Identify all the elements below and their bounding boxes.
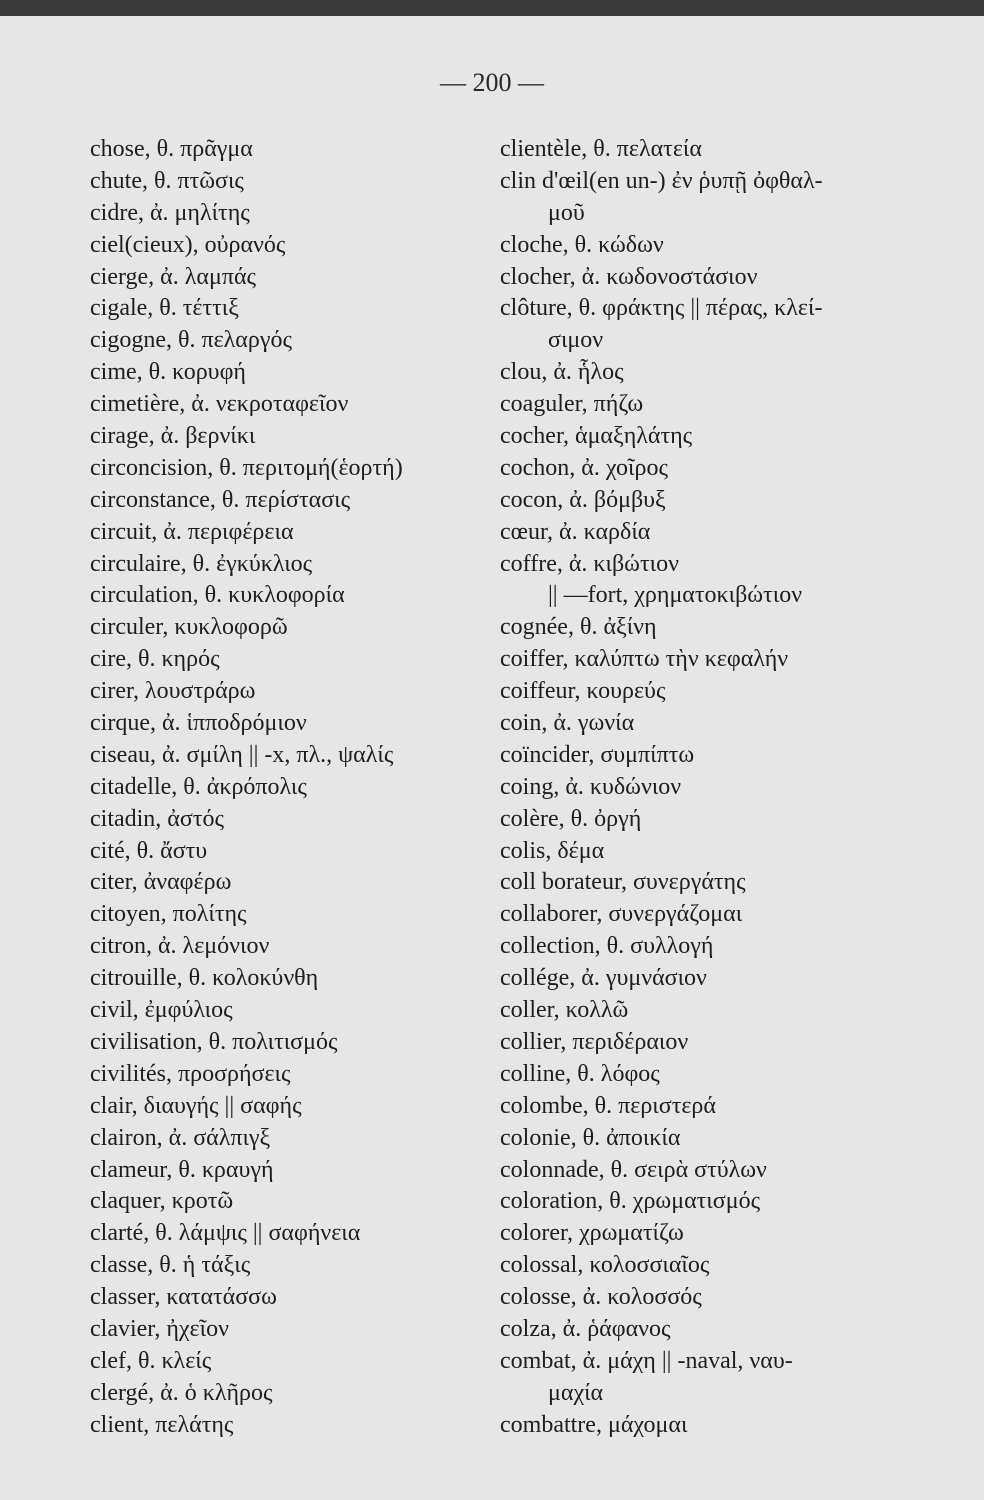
dictionary-entry: cochon, ἀ. χοῖρος xyxy=(500,454,668,481)
dictionary-entry: combattre, μάχομαι xyxy=(500,1411,688,1438)
dictionary-entry: coffre, ἀ. κιβώτιον xyxy=(500,550,679,577)
dictionary-entry: cigale, θ. τέττιξ xyxy=(90,295,239,322)
dictionary-entry: clarté, θ. λάμψις || σαφήνεια xyxy=(90,1220,361,1247)
dictionary-entry-continuation: || —fort, χρηματοκιβώτιον xyxy=(548,582,803,609)
dictionary-entry: clocher, ἀ. κωδονοστάσιον xyxy=(500,263,758,290)
dictionary-entry: clavier, ἠχεῖον xyxy=(90,1315,229,1342)
dictionary-entry: colza, ἀ. ῥάφανος xyxy=(500,1315,671,1342)
dictionary-entry: clair, διαυγής || σαφής xyxy=(90,1092,302,1119)
dictionary-entry: colère, θ. ὀργή xyxy=(500,805,642,832)
dictionary-entry: circulaire, θ. ἐγκύκλιος xyxy=(90,550,313,577)
dictionary-entry: circuler, κυκλοφορῶ xyxy=(90,614,288,641)
dictionary-entry: ciseau, ἀ. σμίλη || -x, πλ., ψαλίς xyxy=(90,741,394,768)
dictionary-entry: classe, θ. ἡ τάξις xyxy=(90,1252,251,1279)
dictionary-entry: citrouille, θ. κολοκύνθη xyxy=(90,965,319,992)
dictionary-entry: colis, δέμα xyxy=(500,837,605,864)
dictionary-entry: colline, θ. λόφος xyxy=(500,1060,660,1087)
dictionary-entry: coin, ἀ. γωνία xyxy=(500,710,635,737)
dictionary-entry: classer, κατατάσσω xyxy=(90,1284,277,1311)
dictionary-entry: coiffeur, κουρεύς xyxy=(500,678,666,705)
dictionary-entry: cirque, ἀ. ἱπποδρόμιον xyxy=(90,710,307,737)
dictionary-entry: clôture, θ. φράκτης || πέρας, κλεί- xyxy=(500,295,823,322)
dictionary-page xyxy=(0,16,984,1500)
dictionary-entry: colosse, ἀ. κολοσσός xyxy=(500,1284,702,1311)
dictionary-entry: circuit, ἀ. περιφέρεια xyxy=(90,518,294,545)
dictionary-entry: clin d'œil(en un-) ἐν ῥυπῇ ὀφθαλ- xyxy=(500,167,823,194)
dictionary-entry: clientèle, θ. πελατεία xyxy=(500,136,702,162)
dictionary-entry: coiffer, καλύπτω τὴν κεφαλήν xyxy=(500,646,789,673)
dictionary-entry-continuation: σιμον xyxy=(548,327,604,354)
dictionary-entry-continuation: μοῦ xyxy=(548,199,585,226)
dictionary-entry: chose, θ. πρᾶγμα xyxy=(90,136,253,162)
dictionary-entry: cierge, ἀ. λαμπάς xyxy=(90,263,257,290)
dictionary-entry: coïncider, συμπίπτω xyxy=(500,741,695,768)
dictionary-entry: cire, θ. κηρός xyxy=(90,646,220,673)
dictionary-entry: cocon, ἀ. βόμβυξ xyxy=(500,486,666,513)
dictionary-entry: chute, θ. πτῶσις xyxy=(90,167,244,194)
dictionary-entry: clou, ἀ. ἧλος xyxy=(500,359,624,386)
dictionary-entry: combat, ἀ. μάχη || -naval, ναυ- xyxy=(500,1347,793,1374)
dictionary-entry: clameur, θ. κραυγή xyxy=(90,1156,274,1183)
dictionary-entry: client, πελάτης xyxy=(90,1411,234,1438)
dictionary-entry: ciel(cieux), οὐρανός xyxy=(90,231,286,258)
dictionary-entry: civilités, προσρήσεις xyxy=(90,1060,291,1087)
dictionary-entry: circonstance, θ. περίστασις xyxy=(90,486,351,513)
dictionary-entry: circoncision, θ. περιτομή(ἑορτή) xyxy=(90,454,403,481)
dictionary-entry: collection, θ. συλλογή xyxy=(500,933,714,960)
dictionary-entry: cigogne, θ. πελαργός xyxy=(90,327,292,354)
dictionary-entry: coaguler, πήζω xyxy=(500,391,644,418)
dictionary-entry: civilisation, θ. πολιτισμός xyxy=(90,1028,338,1055)
dictionary-entry: collége, ἀ. γυμνάσιον xyxy=(500,965,707,992)
dictionary-entry: citron, ἀ. λεμόνιον xyxy=(90,933,270,960)
dictionary-entry: cité, θ. ἄστυ xyxy=(90,837,208,864)
dictionary-entry: cocher, ἁμαξηλάτης xyxy=(500,423,693,450)
dictionary-entry: cognée, θ. ἀξίνη xyxy=(500,614,657,641)
dictionary-entry: cirer, λουστράρω xyxy=(90,678,256,705)
dictionary-entry: coller, κολλῶ xyxy=(500,997,629,1024)
dictionary-entry: civil, ἐμφύλιος xyxy=(90,997,233,1024)
dictionary-entry: cidre, ἀ. μηλίτης xyxy=(90,199,250,226)
dictionary-entry: coloration, θ. χρωματισμός xyxy=(500,1188,761,1215)
dictionary-entry: circulation, θ. κυκλοφορία xyxy=(90,582,345,609)
dictionary-entry: claquer, κροτῶ xyxy=(90,1188,234,1215)
dictionary-entry: coing, ἀ. κυδώνιον xyxy=(500,773,682,800)
dictionary-entry: citadelle, θ. ἀκρόπολις xyxy=(90,773,307,800)
dictionary-entry: collier, περιδέραιον xyxy=(500,1028,689,1055)
dictionary-entry: colombe, θ. περιστερά xyxy=(500,1092,716,1119)
dictionary-entry-continuation: μαχία xyxy=(548,1379,604,1406)
dictionary-entry: colonnade, θ. σειρὰ στύλων xyxy=(500,1156,767,1183)
scan-top-edge xyxy=(0,0,984,16)
page-number: — 200 — xyxy=(440,68,544,97)
right-column xyxy=(500,134,890,1442)
dictionary-entry: citadin, ἀστός xyxy=(90,805,224,832)
dictionary-entry: colossal, κολοσσιαῖος xyxy=(500,1252,710,1279)
dictionary-entry: cœur, ἀ. καρδία xyxy=(500,518,651,545)
dictionary-entry: colorer, χρωματίζω xyxy=(500,1220,684,1247)
dictionary-entry: clairon, ἀ. σάλπιγξ xyxy=(90,1124,271,1151)
dictionary-entry: clergé, ἀ. ὁ κλῆρος xyxy=(90,1379,273,1406)
dictionary-entry: citer, ἀναφέρω xyxy=(90,869,232,896)
dictionary-entry: cloche, θ. κώδων xyxy=(500,231,664,258)
dictionary-entry: colonie, θ. ἀποικία xyxy=(500,1124,681,1151)
dictionary-entry: cimetière, ἀ. νεκροταφεῖον xyxy=(90,391,349,418)
left-column xyxy=(90,134,490,1442)
dictionary-entry: citoyen, πολίτης xyxy=(90,901,247,928)
dictionary-entry: cime, θ. κορυφή xyxy=(90,359,246,386)
dictionary-entry: collaborer, συνεργάζομαι xyxy=(500,901,743,928)
dictionary-entry: coll borateur, συνεργάτης xyxy=(500,869,746,896)
dictionary-entry: clef, θ. κλείς xyxy=(90,1347,212,1374)
dictionary-entry: cirage, ἀ. βερνίκι xyxy=(90,423,256,450)
